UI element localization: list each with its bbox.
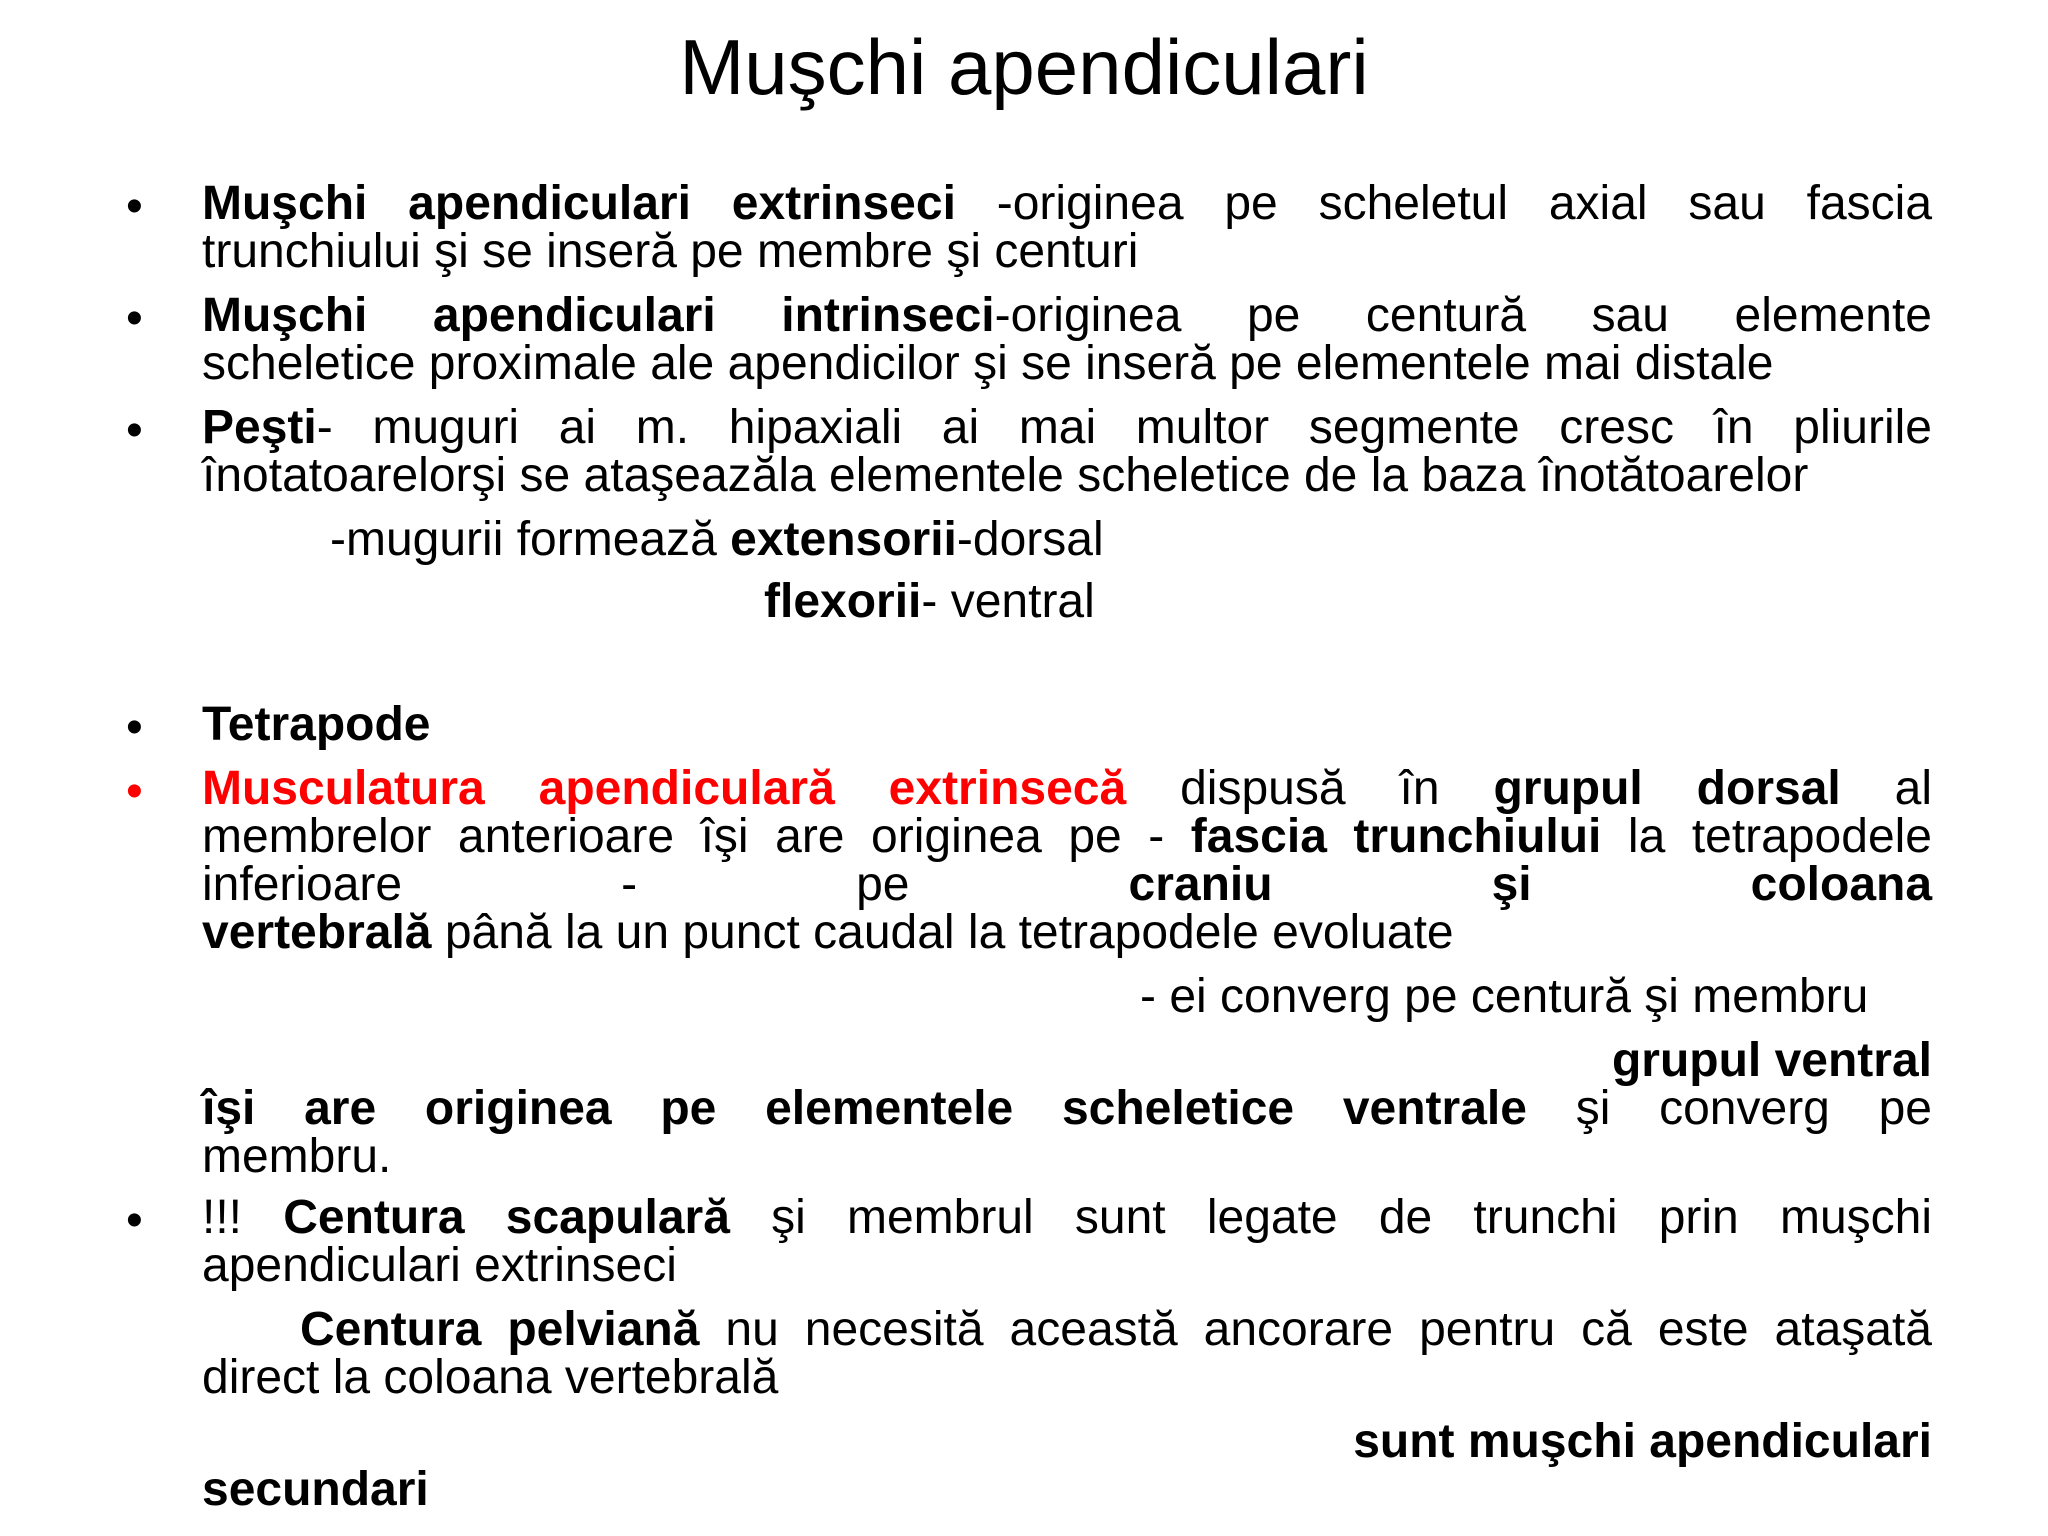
bullet-marker: • bbox=[126, 701, 143, 754]
term-tetrapode: Tetrapode bbox=[202, 698, 431, 751]
term-pesti: Peşti bbox=[202, 401, 317, 454]
bullet-musculatura bbox=[202, 762, 1933, 959]
term-extensorii: extensorii bbox=[730, 513, 957, 566]
grupul-ventral: grupul ventral bbox=[1611, 1034, 1932, 1087]
term-grupul-dorsal: grupul dorsal bbox=[1493, 762, 1841, 815]
centura-pelviana-line-1: Centura pelviană nu necesită această ancorare pentru că este ataşată bbox=[300, 1303, 1932, 1356]
bullet-extrinseci-line-1: Muşchi apendiculari extrinseci -originea pe scheletul axial sau fascia bbox=[202, 177, 1933, 230]
grupul-ventral-line-2: membru. bbox=[202, 1130, 392, 1183]
bullet-marker: • bbox=[126, 404, 143, 457]
slide-title: Muşchi apendiculari bbox=[679, 23, 1369, 111]
bullet-extrinseci-line-2: trunchiului şi se inseră pe membre şi centuri bbox=[202, 225, 1139, 278]
bullet-intrinseci-line-1: Muşchi apendiculari intrinseci-originea pe centură sau elemente bbox=[202, 289, 1932, 342]
bullet-extrinseci bbox=[202, 177, 1933, 278]
bullet-musculatura-line-3: inferioare - pe craniu şi coloana bbox=[202, 858, 1933, 911]
grupul-ventral-desc bbox=[202, 1082, 1932, 1183]
bullet-centura-line-2: apendiculari extrinseci bbox=[202, 1239, 677, 1292]
bullet-intrinseci-line-2: scheletice proximale ale apendicilor şi se inseră pe elementele mai distale bbox=[202, 337, 1774, 390]
term-flexorii: flexorii bbox=[764, 575, 922, 628]
muschi-secundari-line-1: sunt muşchi apendiculari bbox=[1353, 1415, 1932, 1468]
muschi-secundari-line-2: secundari bbox=[202, 1463, 429, 1516]
bullet-marker: • bbox=[126, 292, 143, 345]
centura-pelviana-line-2: direct la coloana vertebrală bbox=[202, 1351, 779, 1404]
bullet-pesti-line-1: Peşti- muguri ai m. hipaxiali ai mai multor segmente cresc în pliurile bbox=[202, 401, 1932, 454]
term-musculatura-red: Musculatura apendiculară extrinsecă bbox=[202, 762, 1127, 815]
bullet-marker-red: • bbox=[126, 765, 143, 818]
centura-pelviana bbox=[202, 1303, 1932, 1404]
bullet-tetrapode bbox=[202, 698, 1932, 751]
term-centura-pelviana: Centura pelviană bbox=[300, 1303, 700, 1356]
sub-extensorii: -mugurii formează extensorii-dorsal bbox=[330, 513, 1104, 566]
converg-centura: - ei converg pe centură şi membru bbox=[1140, 970, 1869, 1023]
sub-flexorii: flexorii- ventral bbox=[764, 575, 1095, 628]
bullet-marker: • bbox=[126, 180, 143, 233]
bullet-marker: • bbox=[126, 1194, 143, 1247]
bullet-musculatura-line-1: Musculatura apendiculară extrinsecă dispusă în grupul dorsal al bbox=[202, 762, 1933, 815]
term-fascia-trunchiului: fascia trunchiului bbox=[1190, 810, 1602, 863]
bullet-pesti-line-2: înotatoarelorşi se ataşeazăla elementele scheletice de la baza înotătoarelor bbox=[202, 449, 1809, 502]
bullet-centura bbox=[202, 1191, 1932, 1292]
bullet-musculatura-line-4: vertebrală până la un punct caudal la tetrapodele evoluate bbox=[202, 906, 1454, 959]
grupul-ventral-line-1: îşi are originea pe elementele scheletice ventrale şi converg pe bbox=[202, 1082, 1932, 1135]
term-intrinseci: Muşchi apendiculari intrinseci bbox=[202, 289, 995, 342]
bullet-centura-line-1: !!! Centura scapulară şi membrul sunt legate de trunchi prin muşchi bbox=[202, 1191, 1932, 1244]
bullet-musculatura-line-2: membrelor anterioare îşi are originea pe - fascia trunchiului la tetrapodele bbox=[202, 810, 1932, 863]
bullet-intrinseci bbox=[202, 289, 1932, 390]
term-centura-scapulara: Centura scapulară bbox=[283, 1191, 730, 1244]
term-extrinseci: Muşchi apendiculari extrinseci bbox=[202, 177, 956, 230]
bullet-pesti bbox=[202, 401, 1932, 502]
